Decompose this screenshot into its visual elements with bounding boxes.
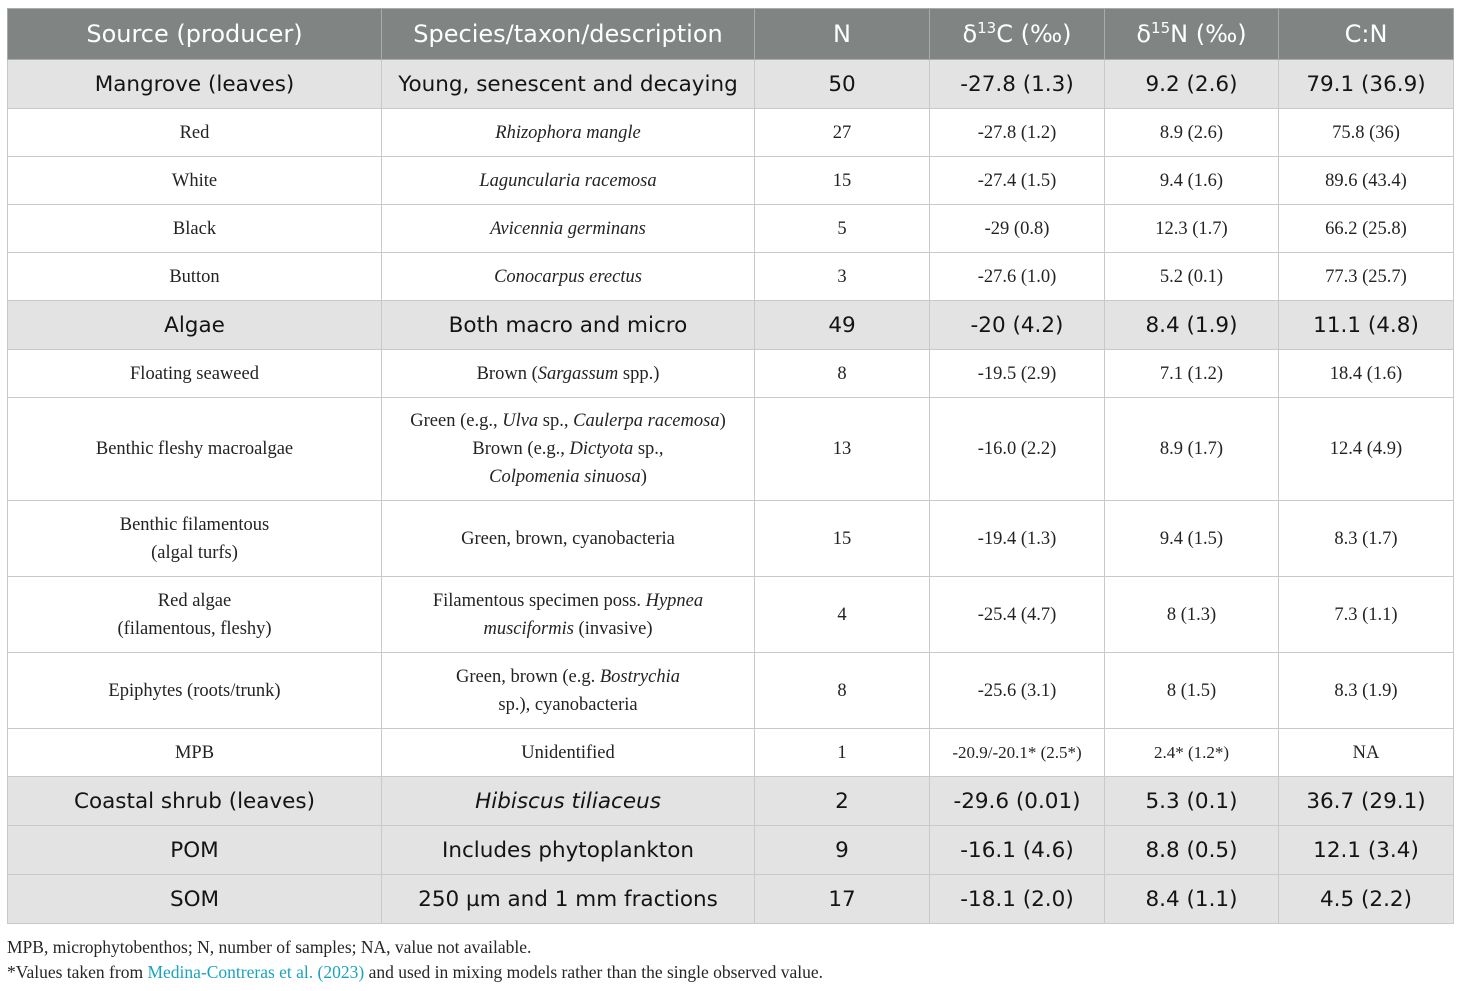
cell-source: Red — [8, 109, 382, 157]
cell-source: POM — [8, 826, 382, 875]
citation-link[interactable]: Medina-Contreras et al. (2023) — [147, 962, 365, 982]
cell-cn: 4.5 (2.2) — [1279, 875, 1454, 924]
cell-source: Button — [8, 253, 382, 301]
cell-species: Green, brown, cyanobacteria — [382, 501, 755, 577]
cell-n: 8 — [755, 350, 930, 398]
cell-cn: 18.4 (1.6) — [1279, 350, 1454, 398]
cell-n: 17 — [755, 875, 930, 924]
table-row — [8, 653, 1454, 729]
group-row-pom — [8, 826, 1454, 875]
cell-d15n: 8.4 (1.1) — [1105, 875, 1279, 924]
cell-cn: NA — [1279, 729, 1454, 777]
table-row — [8, 350, 1454, 398]
cell-source: Mangrove (leaves) — [8, 60, 382, 109]
cell-n: 49 — [755, 301, 930, 350]
cell-cn: 89.6 (43.4) — [1279, 157, 1454, 205]
cell-source: Floating seaweed — [8, 350, 382, 398]
cell-cn: 8.3 (1.7) — [1279, 501, 1454, 577]
cell-d15n: 2.4* (1.2*) — [1105, 729, 1279, 777]
group-row-shrub — [8, 777, 1454, 826]
cell-d15n: 5.3 (0.1) — [1105, 777, 1279, 826]
cell-d13c: -20.9/-20.1* (2.5*) — [930, 729, 1105, 777]
group-row-mangrove — [8, 60, 1454, 109]
cell-d13c: -16.0 (2.2) — [930, 398, 1105, 501]
cell-n: 27 — [755, 109, 930, 157]
cell-d15n: 9.4 (1.5) — [1105, 501, 1279, 577]
cell-d15n: 8.4 (1.9) — [1105, 301, 1279, 350]
cell-source: White — [8, 157, 382, 205]
cell-d13c: -29.6 (0.01) — [930, 777, 1105, 826]
table-row — [8, 577, 1454, 653]
cell-d13c: -27.8 (1.3) — [930, 60, 1105, 109]
cell-source: Algae — [8, 301, 382, 350]
cell-species: Includes phytoplankton — [382, 826, 755, 875]
group-row-algae — [8, 301, 1454, 350]
cell-n: 15 — [755, 501, 930, 577]
cell-d13c: -20 (4.2) — [930, 301, 1105, 350]
cell-d15n: 7.1 (1.2) — [1105, 350, 1279, 398]
cell-d15n: 9.2 (2.6) — [1105, 60, 1279, 109]
cell-d13c: -27.8 (1.2) — [930, 109, 1105, 157]
cell-cn: 66.2 (25.8) — [1279, 205, 1454, 253]
cell-d15n: 8 (1.5) — [1105, 653, 1279, 729]
cell-n: 1 — [755, 729, 930, 777]
cell-species: Conocarpus erectus — [382, 253, 755, 301]
header-d13c: $\delta^{13}C$ (‰) — [930, 9, 1105, 60]
cell-source: Coastal shrub (leaves) — [8, 777, 382, 826]
cell-cn: 8.3 (1.9) — [1279, 653, 1454, 729]
header-source: Source (producer) — [8, 9, 382, 60]
cell-species: Brown (Sargassum spp.) — [382, 350, 755, 398]
cell-source: Benthic filamentous (algal turfs) — [8, 501, 382, 577]
cell-species: 250 µm and 1 mm fractions — [382, 875, 755, 924]
cell-species: Young, senescent and decaying — [382, 60, 755, 109]
header-d15n: $\delta^{15}N$ (‰) — [1105, 9, 1279, 60]
header-row — [8, 9, 1454, 60]
cell-species: Laguncularia racemosa — [382, 157, 755, 205]
cell-species: Both macro and micro — [382, 301, 755, 350]
cell-cn: 79.1 (36.9) — [1279, 60, 1454, 109]
cell-d15n: 8 (1.3) — [1105, 577, 1279, 653]
cell-n: 2 — [755, 777, 930, 826]
cell-source: MPB — [8, 729, 382, 777]
cell-source: Benthic fleshy macroalgae — [8, 398, 382, 501]
footnote-abbreviations: MPB, microphytobenthos; N, number of samples; NA, value not available. — [7, 937, 532, 957]
cell-d13c: -16.1 (4.6) — [930, 826, 1105, 875]
isotope-table — [7, 8, 1454, 924]
cell-d13c: -19.4 (1.3) — [930, 501, 1105, 577]
cell-source: Red algae (filamentous, fleshy) — [8, 577, 382, 653]
cell-cn: 11.1 (4.8) — [1279, 301, 1454, 350]
cell-d13c: -25.6 (3.1) — [930, 653, 1105, 729]
header-species: Species/taxon/description — [382, 9, 755, 60]
cell-d15n: 5.2 (0.1) — [1105, 253, 1279, 301]
header-cn: C:N — [1279, 9, 1454, 60]
cell-cn: 77.3 (25.7) — [1279, 253, 1454, 301]
cell-cn: 12.4 (4.9) — [1279, 398, 1454, 501]
cell-species: Unidentified — [382, 729, 755, 777]
cell-species: Rhizophora mangle — [382, 109, 755, 157]
cell-n: 8 — [755, 653, 930, 729]
cell-species: Filamentous specimen poss. Hypnea musciformis (invasive) — [382, 577, 755, 653]
cell-source: Black — [8, 205, 382, 253]
cell-n: 3 — [755, 253, 930, 301]
cell-d15n: 12.3 (1.7) — [1105, 205, 1279, 253]
table-row — [8, 157, 1454, 205]
cell-cn: 12.1 (3.4) — [1279, 826, 1454, 875]
cell-source: Epiphytes (roots/trunk) — [8, 653, 382, 729]
cell-d15n: 8.9 (2.6) — [1105, 109, 1279, 157]
cell-d15n: 8.8 (0.5) — [1105, 826, 1279, 875]
cell-d15n: 8.9 (1.7) — [1105, 398, 1279, 501]
cell-source: SOM — [8, 875, 382, 924]
cell-cn: 7.3 (1.1) — [1279, 577, 1454, 653]
cell-cn: 75.8 (36) — [1279, 109, 1454, 157]
cell-n: 5 — [755, 205, 930, 253]
cell-d13c: -27.4 (1.5) — [930, 157, 1105, 205]
cell-n: 4 — [755, 577, 930, 653]
cell-d13c: -19.5 (2.9) — [930, 350, 1105, 398]
cell-d13c: -18.1 (2.0) — [930, 875, 1105, 924]
table-row — [8, 501, 1454, 577]
cell-species: Avicennia germinans — [382, 205, 755, 253]
cell-d13c: -29 (0.8) — [930, 205, 1105, 253]
cell-cn: 36.7 (29.1) — [1279, 777, 1454, 826]
table-row — [8, 205, 1454, 253]
table-row — [8, 253, 1454, 301]
cell-n: 50 — [755, 60, 930, 109]
cell-species: Green, brown (e.g. Bostrychia sp.), cyanobacteria — [382, 653, 755, 729]
table-row — [8, 109, 1454, 157]
table-row — [8, 729, 1454, 777]
cell-n: 9 — [755, 826, 930, 875]
footnote-values-source: *Values taken from Medina-Contreras et al. (2023) and used in mixing models rather than the single observed value. — [7, 962, 823, 982]
cell-species: Hibiscus tiliaceus — [382, 777, 755, 826]
cell-d13c: -27.6 (1.0) — [930, 253, 1105, 301]
group-row-som — [8, 875, 1454, 924]
cell-species: Green (e.g., Ulva sp., Caulerpa racemosa) Brown (e.g., Dictyota sp., Colpomenia sinuosa) — [382, 398, 755, 501]
header-n: N — [755, 9, 930, 60]
table-row — [8, 398, 1454, 501]
cell-d13c: -25.4 (4.7) — [930, 577, 1105, 653]
cell-n: 15 — [755, 157, 930, 205]
cell-n: 13 — [755, 398, 930, 501]
cell-d15n: 9.4 (1.6) — [1105, 157, 1279, 205]
